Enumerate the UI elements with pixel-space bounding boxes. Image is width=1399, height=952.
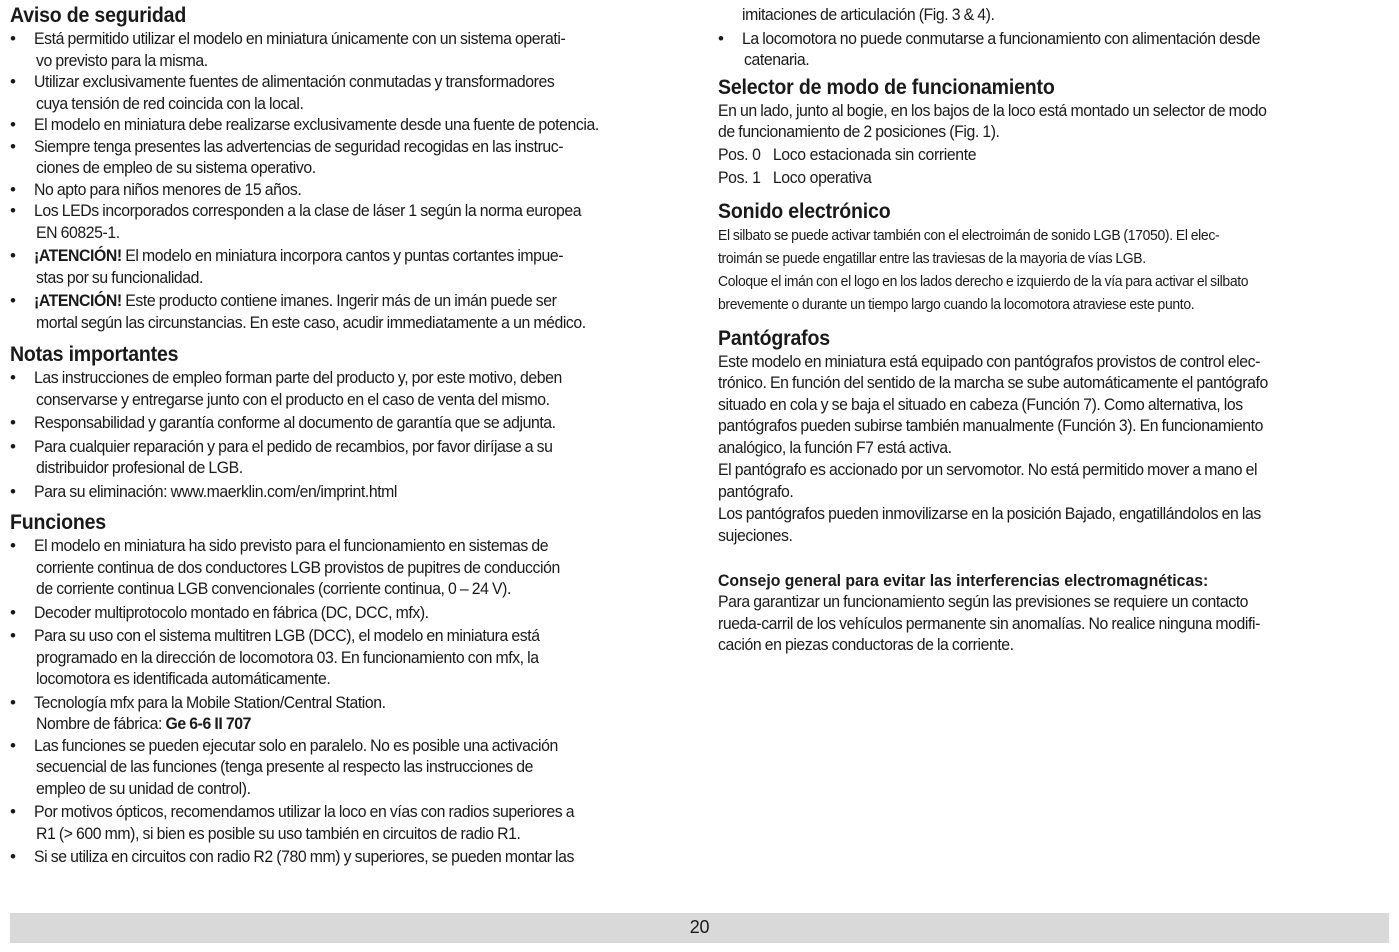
functions-item: • Las funciones se pueden ejecutar solo en paralelo. No es posible una activación secuencial de las funciones (tenga presente al respecto las instrucciones de empleo de su unidad de control). <box>10 735 685 800</box>
safety-item: • Los LEDs incorporados corresponden a la clase de láser 1 según la norma europea EN 60825-1. <box>10 200 685 243</box>
notes-item: • Responsabilidad y garantía conforme al documento de garantía que se adjunta. <box>10 412 685 434</box>
notes-section <box>10 343 685 502</box>
functions-item: • Si se utiliza en circuitos con radio R2 (780 mm) y superiores, se pueden montar las <box>10 846 685 868</box>
safety-section <box>10 4 685 333</box>
continued-list <box>718 4 1384 71</box>
attention-item: • ¡ATENCIÓN! Este producto contiene imanes. Ingerir más de un imán puede ser mortal según las circunstancias. En este caso, acudir immediatamente a un médico. <box>10 290 685 333</box>
sound-heading: Sonido electrónico <box>718 199 891 223</box>
notes-item: • Para cualquier reparación y para el pedido de recambios, por favor diríjase a su distribuidor profesional de LGB. <box>10 436 685 479</box>
sound-text: Coloque el imán con el logo en los lados derecho e izquierdo de la vía para activar el silbato <box>718 272 1249 290</box>
functions-item: • El modelo en miniatura ha sido previsto para el funcionamiento en sistemas de corriente continua de dos conductores LGB provistos de pupitres de conducción de corriente continua LGB convencionales (corriente continua, 0 – 24 V). <box>10 535 685 600</box>
factory-name: Ge 6-6 II 707 <box>165 714 251 733</box>
notes-heading: Notas importantes <box>10 343 179 366</box>
selector-section <box>718 76 1384 189</box>
functions-section <box>10 511 685 868</box>
selector-text: En un lado, junto al bogie, en los bajos de la loco está montado un selector de modo <box>718 100 1267 120</box>
safety-item: • Está permitido utilizar el modelo en miniatura únicamente con un sistema operati- vo previsto para la misma. <box>10 28 685 71</box>
safety-item: • Utilizar exclusivamente fuentes de alimentación conmutadas y transformadores cuya tensión de red coincida con la local. <box>10 71 685 114</box>
attention-item: • ¡ATENCIÓN! El modelo en miniatura incorpora cantos y puntas cortantes impue- stas por su funcionalidad. <box>10 245 685 288</box>
pantographs-section: Pantógrafos Este modelo en miniatura está equipado con pantógrafos provistos de control elec- trónico. En función del sentido de la marcha se sube automáticamente el pantógrafo situado en cola y se baja el situado en cabeza (Función 7). Como alternativa, los pantógrafos pueden subirse también manualmente (Función 3). En funcionamiento analógico, la función F7 está activa. El pantógrafo es accionado por un servomotor. No está permitido mover a mano el pantógrafo. Los pantógrafos pueden inmovilizarse en la posición Bajado, engatillándolos en las sujeciones. <box>718 327 1384 547</box>
selector-heading: Selector de modo de funcionamiento <box>718 75 1055 99</box>
disposal-link: • Para su eliminación: www.maerklin.com/en/imprint.html <box>34 481 398 501</box>
functions-item: • Tecnología mfx para la Mobile Station/Central Station. Nombre de fábrica: Ge 6-6 II 707 <box>10 692 685 735</box>
attention-label: ¡ATENCIÓN! <box>34 246 122 265</box>
right-column <box>718 4 1384 656</box>
notes-item: • Las instrucciones de empleo forman parte del producto y, por este motivo, deben conservarse y entregarse junto con el producto en el caso de venta del mismo. <box>10 367 685 410</box>
functions-item: • Decoder multiprotocolo montado en fábrica (DC, DCC, mfx). <box>10 602 685 624</box>
safety-list <box>10 28 685 333</box>
pos-0-row: Pos. 0 Loco estacionada sin corriente <box>718 144 977 164</box>
functions-list <box>10 535 685 868</box>
emi-heading: Consejo general para evitar las interferencias electromagnéticas: <box>718 571 1209 590</box>
continued-item: imitaciones de articulación (Fig. 3 & 4). <box>742 5 995 24</box>
selector-text: de funcionamiento de 2 posiciones (Fig. 1). <box>718 122 1000 141</box>
emi-section: Consejo general para evitar las interferencias electromagnéticas: Para garantizar un funcionamiento según las previsiones se requiere un contacto rueda-carril de los vehículos permanente sin anomalías. No realice ninguna modifi- cación en piezas conductoras de la corriente. <box>718 571 1384 656</box>
sound-text: troimán se puede engatillar entre las traviesas de la mayoria de vías LGB. <box>718 249 1146 267</box>
safety-item: • No apto para niños menores de 15 años. <box>10 179 685 201</box>
sound-text: brevemente o durante un tiempo largo cuando la locomotora atraviese este punto. <box>718 295 1195 313</box>
functions-item: • Por motivos ópticos, recomendamos utilizar la loco en vías con radios superiores a R1 (> 600 mm), si bien es posible su uso también en circuitos de radio R1. <box>10 801 685 844</box>
pantographs-heading: Pantógrafos <box>718 326 830 350</box>
safety-item: • El modelo en miniatura debe realizarse exclusivamente desde una fuente de potencia. <box>10 114 685 136</box>
sound-section <box>718 200 1384 316</box>
sound-text: El silbato se puede activar también con el electroimán de sonido LGB (17050). El elec- <box>718 226 1220 244</box>
page-footer <box>10 913 1389 943</box>
functions-item: • Para su uso con el sistema multitren LGB (DCC), el modelo en miniatura está programado en la dirección de locomotora 03. En funcionamiento con mfx, la locomotora es identificada automáticamente. <box>10 625 685 690</box>
safety-item: • Siempre tenga presentes las advertencias de seguridad recogidas en las instruc- ciones de empleo de su sistema operativo. <box>10 136 685 179</box>
page-number: 20 <box>689 917 710 937</box>
left-column <box>10 4 685 868</box>
safety-heading: Aviso de seguridad <box>10 4 187 27</box>
pos-1-row: Pos. 1 Loco operativa <box>718 167 872 187</box>
catenary-item: • La locomotora no puede conmutarse a funcionamiento con alimentación desde catenaria. <box>718 28 1384 71</box>
attention-label: ¡ATENCIÓN! <box>34 291 122 310</box>
notes-list <box>10 367 685 502</box>
notes-item <box>10 481 685 503</box>
functions-heading: Funciones <box>10 511 106 534</box>
